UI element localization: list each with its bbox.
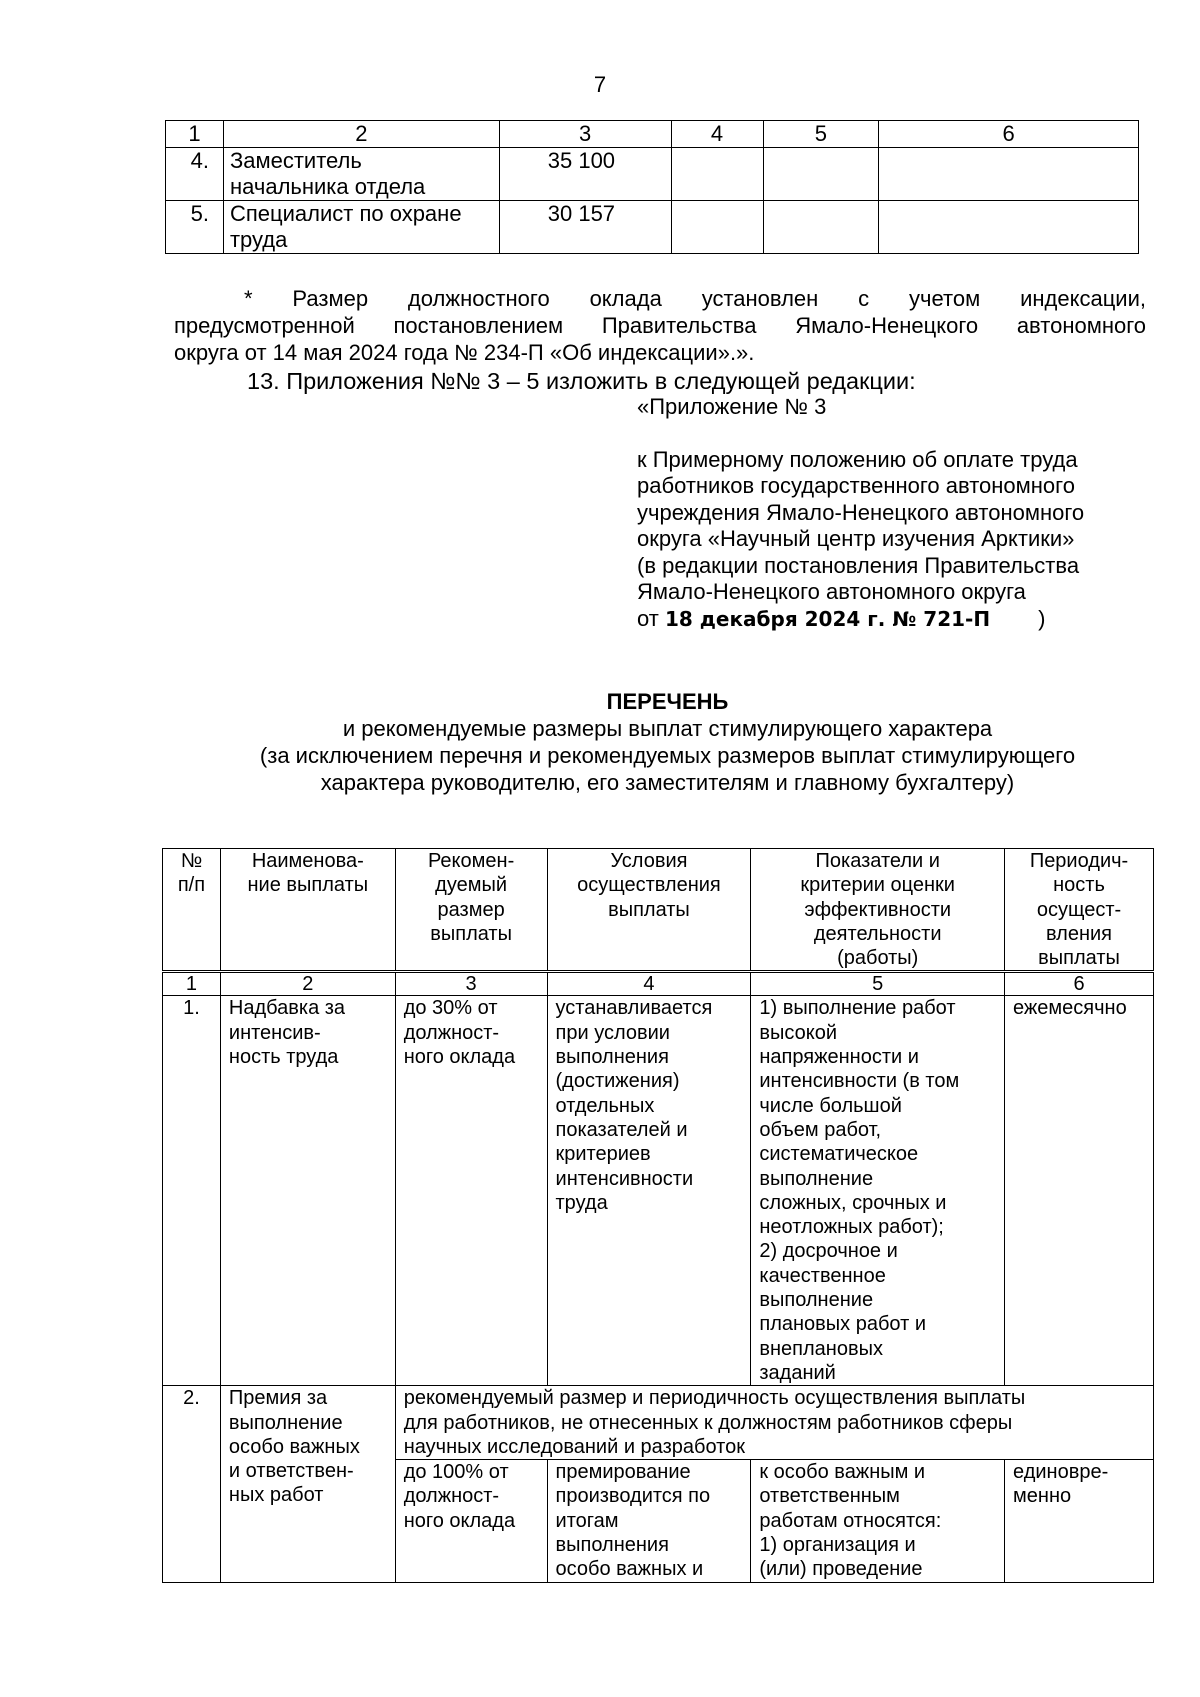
cell-text: Премия за выполнение особо важных и ответствен- ных работ <box>228 1387 360 1507</box>
payment-size <box>395 1460 547 1582</box>
cell-text: премирование производится по итогам выполнения особо важных и <box>555 1461 711 1581</box>
index-cell: 3 <box>395 972 547 996</box>
position-name <box>223 148 499 201</box>
salary-value: 35 100 <box>499 148 671 201</box>
payment-note-span <box>395 1386 1153 1460</box>
date-prefix: от <box>637 605 665 631</box>
heading-line: и рекомендуемые размеры выплат стимулирующего характера <box>342 716 993 741</box>
heading-line: характера руководителю, его заместителям и главному бухгалтеру) <box>320 770 1015 795</box>
empty-cell <box>879 201 1139 254</box>
table-row <box>166 201 1139 254</box>
footnote-line: предусмотренной постановлением Правительства Ямало-Ненецкого автономного <box>174 313 1146 338</box>
header-text: Рекомен- дуемый размер выплаты <box>427 850 515 945</box>
header-text: Условия осуществления выплаты <box>577 850 721 921</box>
resolution-date: 18 декабря 2024 г. № 721-П <box>664 606 991 631</box>
payment-size <box>395 996 547 1386</box>
cell-text: рекомендуемый размер и периодичность осуществления выплаты для работников, не отнесенных к должностям работников сферы научных исследований и разработок <box>403 1387 1026 1458</box>
header-cell: 1 <box>166 121 224 148</box>
appendix-line: Ямало-Ненецкого автономного округа <box>637 579 1026 604</box>
payment-period <box>1005 1460 1154 1582</box>
empty-cell <box>671 148 763 201</box>
payment-criteria <box>751 1460 1005 1582</box>
row-number: 2. <box>163 1386 221 1582</box>
payment-name <box>220 996 395 1386</box>
appendix-title: «Приложение № 3 <box>637 394 827 419</box>
appendix-line: учреждения Ямало-Ненецкого автономного <box>637 499 1085 525</box>
header-conditions <box>547 849 751 972</box>
header-text: Наименова- ние выплаты <box>247 850 369 897</box>
appendix-date-line <box>637 606 1157 633</box>
payments-table <box>162 848 1154 1583</box>
table-row <box>163 996 1154 1386</box>
appendix-header <box>637 394 1157 632</box>
footnote <box>174 285 1146 366</box>
table-row <box>163 1386 1154 1460</box>
header-cell: 3 <box>499 121 671 148</box>
header-criteria <box>751 849 1005 972</box>
header-cell: 4 <box>671 121 763 148</box>
heading-line: (за исключением перечня и рекомендуемых размеров выплат стимулирующего <box>259 743 1076 768</box>
header-payment-name <box>220 849 395 972</box>
row-number: 1. <box>163 996 221 1386</box>
row-number: 4. <box>166 148 224 201</box>
header-text: Показатели и критерии оценки эффективности деятельности (работы) <box>800 850 955 970</box>
cell-text: ежемесячно <box>1013 997 1127 1020</box>
cell-text: до 100% от должност- ного оклада <box>403 1461 516 1532</box>
cell-text: к особо важным и ответственным работам относятся: 1) организация и (или) проведение <box>759 1461 942 1581</box>
index-cell: 6 <box>1005 972 1154 996</box>
index-cell: 2 <box>220 972 395 996</box>
column-index-row <box>163 972 1154 996</box>
position-name-line: труда <box>229 227 288 252</box>
header-cell: 5 <box>763 121 879 148</box>
salary-table <box>165 120 1139 254</box>
table-header-row <box>166 121 1139 148</box>
header-recommended-size <box>395 849 547 972</box>
empty-cell <box>763 201 879 254</box>
cell-text: 1) выполнение работ высокой напряженности и интенсивности (в том числе большой объем работ, систематическое выполнение сложных, срочных и неотложных работ); 2) досрочное и качественное выполнение плановых работ и внеплановых заданий <box>759 997 960 1384</box>
header-cell: 6 <box>879 121 1139 148</box>
cell-text: Надбавка за интенсив- ность труда <box>228 997 346 1069</box>
footnote-line: * Размер должностного оклада установлен с учетом индексации, <box>244 286 1146 311</box>
payment-conditions <box>547 1460 751 1582</box>
index-cell: 5 <box>751 972 1005 996</box>
appendix-line: (в редакции постановления Правительства <box>637 552 1080 578</box>
page-number: 7 <box>593 72 607 97</box>
cell-text: до 30% от должност- ного оклада <box>403 997 516 1069</box>
empty-cell <box>671 201 763 254</box>
index-cell: 1 <box>163 972 221 996</box>
position-name-line: начальника отдела <box>229 174 426 199</box>
header-periodicity <box>1005 849 1154 972</box>
header-text: № п/п <box>177 850 206 897</box>
header-number <box>163 849 221 972</box>
table-header-row <box>163 849 1154 972</box>
cell-text: устанавливается при условии выполнения (достижения) отдельных показателей и критериев интенсивности труда <box>555 997 713 1214</box>
empty-cell <box>879 148 1139 201</box>
heading-title: ПЕРЕЧЕНЬ <box>606 689 729 714</box>
document-heading <box>0 688 1200 796</box>
footnote-line: округа от 14 мая 2024 года № 234-П «Об индексации».». <box>174 340 755 365</box>
appendix-line: к Примерному положению об оплате труда <box>637 446 1078 472</box>
appendix-line: округа «Научный центр изучения Арктики» <box>637 526 1075 551</box>
header-text: Периодич- ность осущест- вления выплаты <box>1029 850 1129 970</box>
position-name-line: Специалист по охране <box>229 201 462 226</box>
position-name-line: Заместитель <box>229 148 362 173</box>
payment-name <box>220 1386 395 1582</box>
amendment-item-13: 13. Приложения №№ 3 – 5 изложить в следующей редакции: <box>247 368 916 394</box>
cell-text: единовре- менно <box>1013 1461 1109 1508</box>
payment-period <box>1005 996 1154 1386</box>
payment-conditions <box>547 996 751 1386</box>
row-number: 5. <box>166 201 224 254</box>
empty-cell <box>763 148 879 201</box>
position-name <box>223 201 499 254</box>
header-cell: 2 <box>223 121 499 148</box>
date-suffix: ) <box>1038 605 1046 631</box>
table-row <box>166 148 1139 201</box>
payment-criteria <box>751 996 1005 1386</box>
appendix-line: работников государственного автономного <box>637 473 1075 498</box>
index-cell: 4 <box>547 972 751 996</box>
salary-value: 30 157 <box>499 201 671 254</box>
